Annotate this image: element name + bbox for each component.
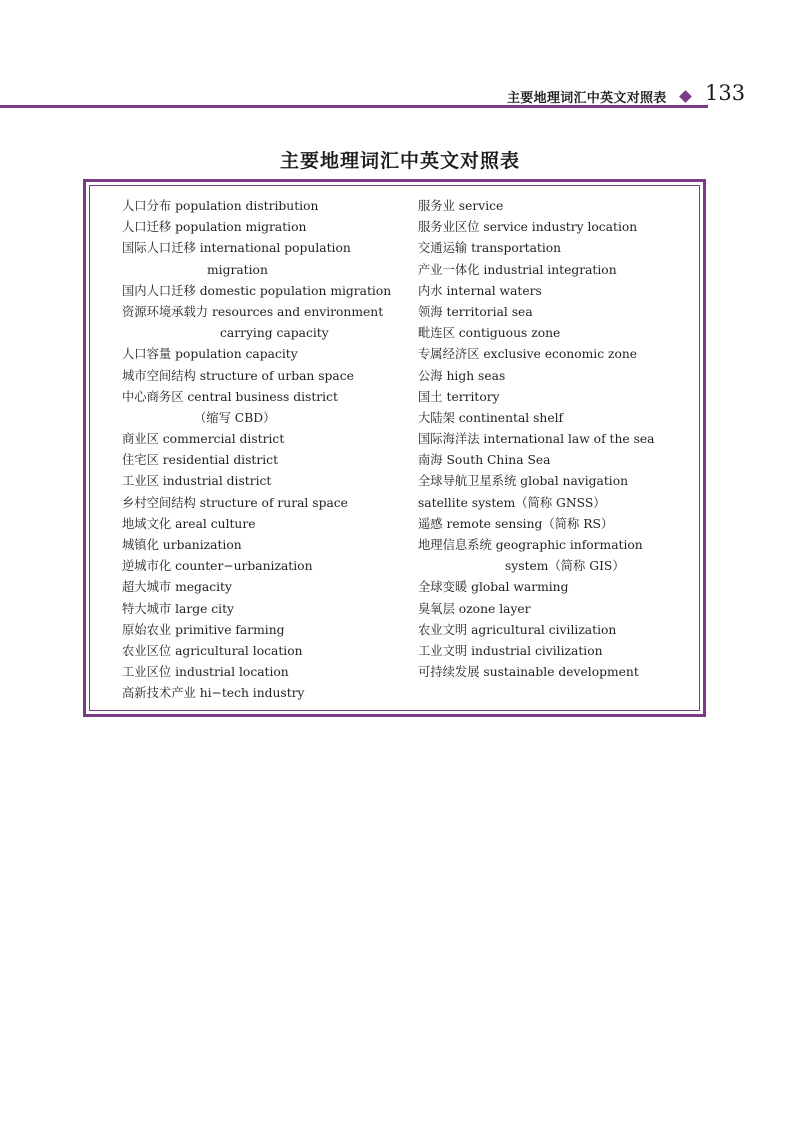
glossary-entry: 中心商务区 central business district bbox=[122, 389, 338, 404]
glossary-title: 主要地理词汇中英文对照表 bbox=[279, 150, 520, 172]
diamond-icon bbox=[679, 90, 692, 103]
glossary-entry-continuation: satellite system（简称 GNSS） bbox=[418, 495, 606, 510]
glossary-entry: 交通运输 transportation bbox=[418, 241, 562, 256]
glossary-entry: 工业区 industrial district bbox=[122, 474, 272, 489]
glossary-entry: 高新技术产业 hi−tech industry bbox=[122, 686, 305, 701]
glossary-entry: 资源环境承载力 resources and environment bbox=[122, 304, 384, 319]
glossary-entry-continuation: （缩写 CBD） bbox=[194, 410, 276, 425]
glossary-entry: 地理信息系统 geographic information bbox=[418, 538, 643, 552]
glossary-entry: 地域文化 areal culture bbox=[122, 516, 256, 531]
glossary-entry: 工业区位 industrial location bbox=[122, 665, 289, 680]
glossary-entry: 全球导航卫星系统 global navigation bbox=[418, 474, 629, 489]
glossary-entry: 服务业区位 service industry location bbox=[418, 220, 638, 235]
glossary-entry-continuation: migration bbox=[207, 262, 268, 277]
glossary-entry: 国内人口迁移 domestic population migration bbox=[122, 283, 392, 298]
glossary-entry: 领海 territorial sea bbox=[418, 304, 533, 319]
page-number: 133 bbox=[705, 81, 746, 105]
glossary-entry: 服务业 service bbox=[418, 199, 504, 213]
glossary-entry: 产业一体化 industrial integration bbox=[418, 262, 617, 277]
glossary-entry: 遥感 remote sensing（简称 RS） bbox=[418, 516, 614, 531]
glossary-entry: 人口容量 population capacity bbox=[122, 347, 298, 362]
glossary-entry: 工业文明 industrial civilization bbox=[418, 643, 603, 658]
glossary-entry: 大陆架 continental shelf bbox=[418, 410, 564, 425]
glossary-entry: 农业文明 agricultural civilization bbox=[418, 622, 617, 637]
glossary-entry: 城市空间结构 structure of urban space bbox=[122, 368, 354, 383]
glossary-entry: 臭氧层 ozone layer bbox=[418, 601, 531, 616]
glossary-entry: 人口分布 population distribution bbox=[122, 199, 319, 213]
glossary-entry-continuation: system（简称 GIS） bbox=[505, 559, 625, 574]
glossary-entry: 乡村空间结构 structure of rural space bbox=[122, 495, 348, 510]
glossary-entry: 逆城市化 counter−urbanization bbox=[122, 559, 313, 574]
glossary-entry: 城镇化 urbanization bbox=[122, 538, 242, 552]
glossary-entry: 国土 territory bbox=[418, 389, 500, 404]
glossary-entry: 国际人口迁移 international population bbox=[122, 241, 351, 256]
glossary-entry: 人口迁移 population migration bbox=[122, 220, 307, 235]
glossary-entry: 公海 high seas bbox=[418, 368, 506, 383]
glossary-right-column bbox=[418, 196, 655, 683]
running-header-title: 主要地理词汇中英文对照表 bbox=[507, 91, 667, 106]
glossary-left-column bbox=[122, 196, 391, 705]
glossary-entry: 原始农业 primitive farming bbox=[122, 622, 285, 637]
glossary-entry: 专属经济区 exclusive economic zone bbox=[418, 347, 638, 362]
glossary-entry: 南海 South China Sea bbox=[418, 453, 551, 468]
glossary-entry: 住宅区 residential district bbox=[122, 453, 279, 468]
glossary-entry: 毗连区 contiguous zone bbox=[418, 326, 561, 341]
glossary-entry: 内水 internal waters bbox=[418, 283, 542, 298]
glossary-entry: 农业区位 agricultural location bbox=[122, 643, 303, 658]
glossary-entry: 商业区 commercial district bbox=[122, 432, 285, 447]
glossary-entry-continuation: carrying capacity bbox=[220, 326, 329, 341]
glossary-entry: 特大城市 large city bbox=[122, 601, 235, 616]
glossary-entry: 可持续发展 sustainable development bbox=[418, 665, 639, 680]
glossary-entry: 全球变暖 global warming bbox=[418, 580, 569, 595]
glossary-entry: 超大城市 megacity bbox=[122, 580, 232, 595]
glossary-entry: 国际海洋法 international law of the sea bbox=[418, 432, 655, 447]
